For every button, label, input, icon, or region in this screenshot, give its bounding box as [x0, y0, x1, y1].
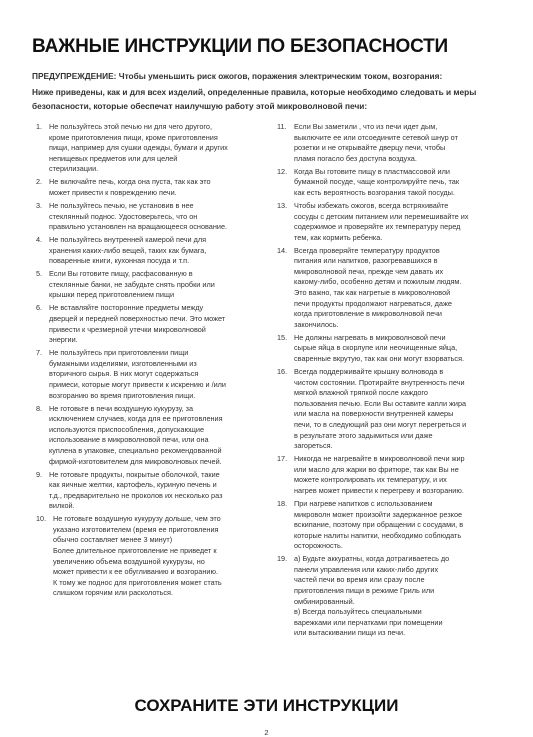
list-item: [277, 246, 492, 331]
item-number: 8.: [36, 403, 43, 413]
item-number: 7.: [36, 348, 43, 358]
page-title: ВАЖНЫЕ ИНСТРУКЦИИ ПО БЕЗОПАСНОСТИ: [32, 36, 448, 57]
item-number: 19.: [277, 554, 288, 564]
item-text: Не вставляйте посторонние предметы между дверцей и передней поверхностью печи. Это может привести к чрезмерной утечки микроволновой энергии.: [49, 303, 226, 345]
item-number: 6.: [36, 303, 43, 313]
warning-text: ПРЕДУПРЕЖДЕНИЕ: Чтобы уменьшить риск ожогов, поражения электрическим током, возгорания:: [32, 71, 443, 81]
list-item: [36, 235, 251, 267]
item-number: 5.: [36, 269, 43, 279]
item-number: 18.: [277, 498, 288, 508]
item-number: 17.: [277, 454, 288, 464]
list-item: [36, 404, 251, 468]
item-text: Чтобы избежать ожогов, всегда встряхивайте сосуды с детским питанием или перемешивайте их содержимое и проверяйте их температуру перед тем, как кормить ребенка.: [294, 200, 469, 242]
item-text: Не готовьте в печи воздушную кукурузу, за исключением случаев, когда для ее приготовления используются приспособления, допускающие использование в микроволновой печи, или она куплена в упаковке, специально рекомендованной фирмой-изготовителем для микроволновых печей.: [49, 403, 223, 466]
list-item: [36, 514, 251, 599]
item-text: Не пользуйтесь печью, не установив в нее стеклянный поднос. Удостоверьтесь, что он правильно установлен на вращающееся основание.: [49, 200, 228, 232]
item-number: 11.: [277, 122, 287, 131]
list-item: [277, 554, 492, 639]
item-number: 9.: [36, 469, 43, 479]
list-item: [36, 303, 251, 345]
intro-text: Ниже приведены, как и для всех изделий, определенные правила, которые необходимо следовать и меры безопасности, которые обеспечат наилучшую работу этой микроволновой печи:: [32, 87, 477, 111]
list-item: [277, 333, 492, 365]
list-item: [36, 177, 251, 198]
item-number: 13.: [277, 200, 288, 210]
list-item: [36, 269, 251, 301]
item-number: 4.: [36, 235, 43, 245]
item-text: Не готовьте продукты, покрытые оболочкой, такие как яичные желтки, картофель, куриную печень и т.д., предварительно не проколов их несколько раз вилкой.: [49, 469, 223, 511]
item-text: При нагреве напитков с использованием микроволн может произойти задержанное резкое вскипание, поэтому при обращении с сосудами, в которые налиты напитки, необходимо соблюдать осторожность.: [294, 498, 464, 551]
item-number: 3.: [36, 200, 43, 210]
list-item: [277, 367, 492, 452]
item-number: 2.: [36, 177, 43, 187]
item-text: Не пользуйтесь внутренней камерой печи для хранения каких-либо вещей, таких как бумага, поваренные книги, кухонная посуда и т.п.: [49, 235, 207, 266]
item-number: 10.: [36, 514, 47, 524]
item-number: 1.: [36, 122, 43, 131]
item-text: а) Будьте аккуратны, когда дотрагиваетесь до панели управления или каких-либо других частей печи во время или сразу после приготовления пищи в режиме Гриль или омбинированный. в) Всегда пользуйтесь специальными варежками или перчатками при помещении или вытаскивании пищи из печи.: [294, 554, 450, 638]
item-text: Не пользуйтесь этой печью ни для чего другого, кроме приготовления пищи, кроме приготовления пищи, например для сушки одежды, бумаги и других непищевых предметов или для целей стерилизации.: [49, 122, 228, 174]
item-number: 15.: [277, 332, 288, 342]
list-item: [36, 470, 251, 512]
list-item: [277, 122, 492, 164]
item-text: Всегда поддерживайте крышку волновода в чистом состоянии. Протирайте внутренность печи мягкой влажной тряпкой после каждого пользования печью. Если Вы оставите капли жира или масла на поверхности внутренней камеры печи, то в следующий раз они могут перегреться и в результате этого задымиться или даже загореться.: [294, 367, 467, 451]
item-text: Когда Вы готовите пищу в пластмассовой или бумажной посуде, чаще контролируйте печь, так как есть вероятность возгорания такой посуды.: [294, 166, 460, 197]
list-item: [277, 454, 492, 496]
page-number: 2: [264, 728, 269, 737]
list-item: [36, 122, 251, 175]
item-number: 16.: [277, 367, 288, 377]
item-text: Всегда проверяйте температуру продуктов питания или напитков, разогревавшихся в микроволновой печи, прежде чем давать их какому-либо, особенно детям и пожилым людям. Это важно, так как нагретые в микроволновой печи продукты продолжают нагреваться, даже когда приготовление в микроволновой печи закончилось.: [294, 245, 462, 329]
item-text: Не готовьте воздушную кукурузу дольше, чем это указано изготовителем (время ее приготовления обычно составляет менее 3 минут) Более длительное приготовление не приведет к увеличению объема воздушной кукурузы, но может привести к ее обугливанию и возгоранию. К тому же поднос для приготовления может стать слишком горячим или расколоться.: [53, 514, 222, 598]
item-number: 12.: [277, 166, 288, 176]
item-text: Если Вы заметили , что из печи идет дым, выключите ее или отсоедините сетевой шнур от розетки и не открывайте дверцу печи, чтобы пламя погасло без доступа воздуха.: [294, 122, 458, 163]
right-column-list: [277, 122, 492, 641]
left-column-list: [36, 122, 251, 601]
item-text: Не пользуйтесь при приготовлении пищи бумажными изделиями, изготовленными из вторичного сырья. В них могут содержаться примеси, которые могут привести к искрению и /или возгоранию во время приготовления пищи.: [49, 348, 227, 400]
item-text: Не должны нагревать в микроволновой печи сырые яйца в скорлупе или неочищенные яйца, сваренные вкрутую, так как они могут взорваться.: [294, 332, 465, 364]
list-item: [277, 167, 492, 199]
list-item: [36, 348, 251, 401]
list-item: [36, 201, 251, 233]
item-number: 14.: [277, 245, 288, 255]
save-instructions-heading: СОХРАНИТЕ ЭТИ ИНСТРУКЦИИ: [134, 696, 399, 715]
list-item: [277, 499, 492, 552]
item-text: Если Вы готовите пищу, расфасованную в стеклянные банки, не забудьте снять пробки или крышки перед приготовлением пищи: [49, 269, 215, 300]
item-text: Не включайте печь, когда она пуста, так как это может привести к повреждению печи.: [49, 177, 211, 197]
list-item: [277, 201, 492, 243]
item-text: Никогда не нагревайте в микроволновой печи жир или масло для жарки во фритюре, так как Вы не можете контролировать их температуру, и их нагрев может привести к перегреву и возгоранию.: [294, 454, 465, 495]
